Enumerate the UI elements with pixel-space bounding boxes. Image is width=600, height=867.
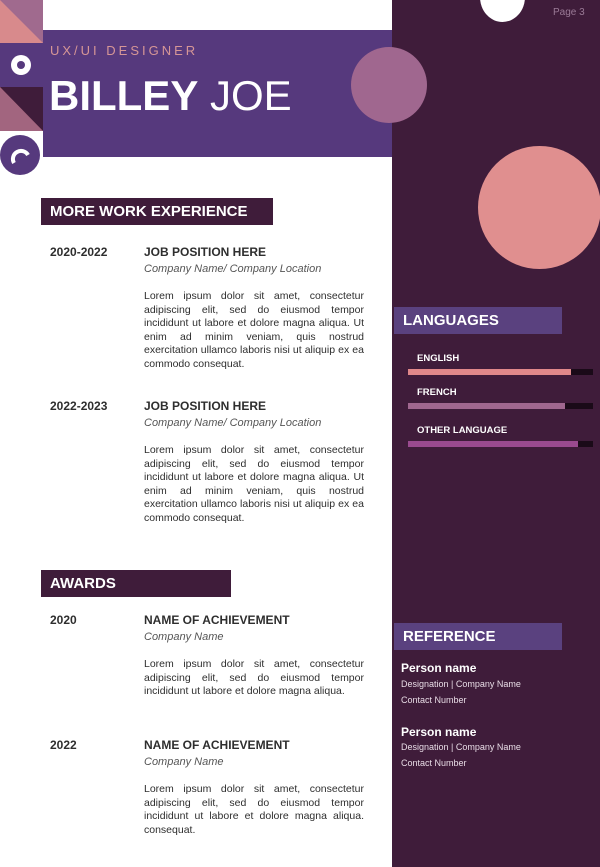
decor-circle-pink (478, 146, 600, 269)
award-description: Lorem ipsum dolor sit amet, consectetur adipiscing elit, sed do eiusmod tempor incididunt ut labore et dolore magna aliqua. (144, 658, 364, 698)
reference-person-name: Person name (401, 661, 477, 675)
language-level-bar (408, 441, 593, 447)
award-company: Company Name (144, 631, 224, 643)
decor-ring-icon (0, 43, 43, 87)
language-name: OTHER LANGUAGE (417, 425, 508, 436)
job-description: Lorem ipsum dolor sit amet, consectetur adipiscing elit, sed do eiusmod tempor incididunt ut labore et dolore magna aliqua. Ut enim ad minim veniam, quis nostrud exercitation ullamco laboris nisi ut aliquip ex ea commodo consequat. (144, 290, 364, 370)
job-description: Lorem ipsum dolor sit amet, consectetur adipiscing elit, sed do eiusmod tempor incididunt ut labore et dolore magna aliqua. Ut enim ad minim veniam, quis nostrud exercitation ullamco laboris nisi ut aliquip ex ea commodo consequat. (144, 444, 364, 524)
awards-heading: AWARDS (41, 570, 231, 597)
decor-arc-icon (0, 133, 43, 176)
award-year: 2022 (50, 738, 77, 752)
award-year: 2020 (50, 613, 77, 627)
experience-years: 2020-2022 (50, 245, 108, 259)
language-level-bar (408, 369, 593, 375)
award-company: Company Name (144, 756, 224, 768)
language-level-fill (408, 369, 571, 375)
job-company: Company Name/ Company Location (144, 263, 322, 275)
language-level-fill (408, 441, 578, 447)
reference-heading: REFERENCE (394, 623, 562, 650)
job-position: JOB POSITION HERE (144, 245, 267, 259)
job-role: UX/UI DESIGNER (50, 43, 199, 58)
page-number: Page 3 (553, 7, 585, 18)
job-position: JOB POSITION HERE (144, 399, 267, 413)
reference-designation: Designation | Company Name (401, 742, 521, 752)
language-level-fill (408, 403, 565, 409)
language-name: ENGLISH (417, 353, 460, 364)
award-name: NAME OF ACHIEVEMENT (144, 738, 290, 752)
person-name (49, 72, 292, 119)
language-level-bar (408, 403, 593, 409)
languages-heading: LANGUAGES (394, 307, 562, 334)
reference-designation: Designation | Company Name (401, 679, 521, 689)
first-name: BILLEY (49, 72, 199, 119)
decor-circle-mauve (351, 47, 427, 123)
reference-contact: Contact Number (401, 758, 467, 768)
award-description: Lorem ipsum dolor sit amet, consectetur adipiscing elit, sed do eiusmod tempor incididunt ut labore et dolore magna aliqua. consequat. (144, 783, 364, 836)
experience-heading: MORE WORK EXPERIENCE (41, 198, 273, 225)
job-company: Company Name/ Company Location (144, 417, 322, 429)
decor-block-triangle (0, 87, 43, 131)
reference-contact: Contact Number (401, 695, 467, 705)
experience-years: 2022-2023 (50, 399, 108, 413)
award-name: NAME OF ACHIEVEMENT (144, 613, 290, 627)
reference-person-name: Person name (401, 725, 477, 739)
language-name: FRENCH (417, 387, 457, 398)
decor-block-top (0, 0, 43, 43)
last-name: JOE (210, 72, 292, 119)
